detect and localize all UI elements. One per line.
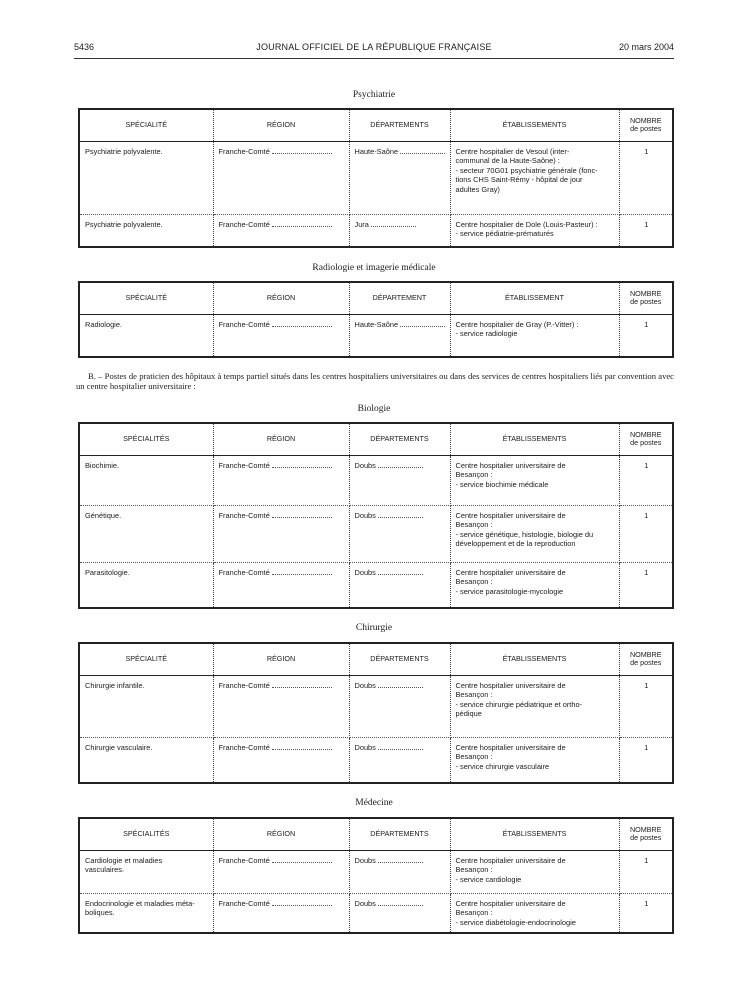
region-text: Franche-Comté [218,855,270,865]
column-header: SPÉCIALITÉ [79,282,213,314]
column-header: RÉGION [213,643,349,675]
column-header: DÉPARTEMENTS [349,423,450,455]
column-header: RÉGION [213,818,349,850]
column-header: DÉPARTEMENTS [349,818,450,850]
cell-nombre [619,214,673,247]
header-row [79,109,673,141]
cell-specialite [79,675,213,737]
cell-departement [349,455,450,505]
nombre-postes-value: 1 [644,855,649,865]
table-radiologie [78,281,674,358]
cell-etablissement [450,850,619,893]
dot-leader [378,856,423,863]
departement-text: Doubs [354,855,376,865]
page-number: 5436 [74,42,95,52]
column-header: ÉTABLISSEMENT [450,282,619,314]
cell-nombre [619,455,673,505]
region-text: Franche-Comté [218,319,270,329]
table-row [79,737,673,783]
etablissement-text: Centre hospitalier universitaire de Besançon : - service chirurgie pédiatrique et ortho- pédique [455,680,583,718]
specialite-text: Chirurgie vasculaire. [85,742,153,752]
cell-etablissement [450,214,619,247]
table-header [79,282,673,314]
table-header [79,643,673,675]
dot-leader [272,461,332,468]
cell-specialite [79,893,213,933]
cell-etablissement [450,562,619,608]
cell-region [213,675,349,737]
region-text: Franche-Comté [218,219,270,229]
nombre-postes-value: 1 [644,898,649,908]
cell-departement [349,141,450,214]
specialite-text: Radiologie. [85,319,122,329]
dot-leader [272,899,332,906]
cell-nombre [619,562,673,608]
cell-specialite [79,562,213,608]
table-row [79,314,673,357]
table-row [79,214,673,247]
page-header [74,42,674,56]
departement-text: Doubs [354,460,376,470]
section-title-chirurgie: Chirurgie [355,623,393,633]
departement-text: Haute-Saône [354,319,399,329]
journal-title: JOURNAL OFFICIEL DE LA RÉPUBLIQUE FRANÇAISE [256,42,492,52]
cell-etablissement [450,737,619,783]
header-row [79,423,673,455]
dot-leader [272,511,332,518]
column-header: ÉTABLISSEMENTS [450,109,619,141]
column-header: SPÉCIALITÉS [79,423,213,455]
etablissement-text: Centre hospitalier de Vesoul (inter- communal de la Haute-Saône) : - secteur 70G01 psychiatrie générale (fonc- tions CHS Saint-Rémy - hôpital de jour adultes Gray) [455,146,598,194]
cell-departement [349,314,450,357]
dot-leader [272,743,332,750]
column-header: RÉGION [213,282,349,314]
cell-etablissement [450,314,619,357]
column-header: SPÉCIALITÉ [79,643,213,675]
nombre-postes-value: 1 [644,567,649,577]
specialite-text: Chirurgie infantile. [85,680,145,690]
dot-leader [272,220,332,227]
cell-specialite [79,141,213,214]
header-row [79,643,673,675]
dot-leader [378,681,423,688]
specialite-text: Cardiologie et maladies vasculaires. [85,855,163,874]
region-text: Franche-Comté [218,898,270,908]
dot-leader [378,568,423,575]
table-header [79,423,673,455]
section-title-biologie: Biologie [357,404,391,414]
region-text: Franche-Comté [218,510,270,520]
table-chirurgie [78,642,674,784]
cell-nombre [619,893,673,933]
column-header: NOMBRE de postes [619,109,673,141]
table-biologie [78,422,674,609]
nombre-postes-value: 1 [644,510,649,520]
table-header [79,109,673,141]
cell-etablissement [450,141,619,214]
nombre-postes-value: 1 [644,460,649,470]
region-text: Franche-Comté [218,567,270,577]
cell-etablissement [450,455,619,505]
header-row [79,818,673,850]
dot-leader [272,320,332,327]
cell-region [213,314,349,357]
header-rule [74,58,674,59]
cell-nombre [619,737,673,783]
dot-leader [400,147,445,154]
table-row [79,455,673,505]
cell-departement [349,737,450,783]
departement-text: Doubs [354,742,376,752]
column-header: ÉTABLISSEMENTS [450,423,619,455]
table-row [79,893,673,933]
specialite-text: Endocrinologie et maladies méta- boliques. [85,898,195,917]
table-row [79,675,673,737]
region-text: Franche-Comté [218,742,270,752]
etablissement-text: Centre hospitalier universitaire de Besançon : - service génétique, histologie, biologie du développement et de la reproduction [455,510,594,548]
table-body [79,675,673,783]
column-header: RÉGION [213,109,349,141]
column-header: SPÉCIALITÉ [79,109,213,141]
dot-leader [378,743,423,750]
specialite-text: Génétique. [85,510,122,520]
cell-etablissement [450,675,619,737]
table-body [79,314,673,357]
cell-departement [349,505,450,562]
nombre-postes-value: 1 [644,146,649,156]
column-header: SPÉCIALITÉS [79,818,213,850]
cell-specialite [79,737,213,783]
cell-specialite [79,850,213,893]
departement-text: Doubs [354,567,376,577]
cell-departement [349,675,450,737]
etablissement-text: Centre hospitalier universitaire de Besançon : - service chirurgie vasculaire [455,742,566,771]
cell-nombre [619,141,673,214]
cell-region [213,850,349,893]
publication-date: 20 mars 2004 [618,42,674,52]
column-header: NOMBRE de postes [619,643,673,675]
etablissement-text: Centre hospitalier universitaire de Besançon : - service cardiologie [455,855,566,884]
specialite-text: Parasitologie. [85,567,130,577]
section-title-medecine: Médecine [355,798,393,808]
nombre-postes-value: 1 [644,742,649,752]
dot-leader [371,220,416,227]
cell-specialite [79,455,213,505]
specialite-text: Psychiatrie polyvalente. [85,146,163,156]
departement-text: Jura [354,219,369,229]
dot-leader [378,899,423,906]
departement-text: Doubs [354,510,376,520]
dot-leader [378,461,423,468]
table-row [79,850,673,893]
dot-leader [272,681,332,688]
table-medecine [78,817,674,934]
dot-leader [378,511,423,518]
cell-specialite [79,314,213,357]
etablissement-text: Centre hospitalier universitaire de Besançon : - service parasitologie-mycologie [455,567,566,596]
cell-departement [349,214,450,247]
departement-text: Doubs [354,898,376,908]
table-psychiatrie [78,108,674,248]
table-body [79,850,673,933]
cell-nombre [619,505,673,562]
cell-specialite [79,214,213,247]
cell-departement [349,850,450,893]
cell-nombre [619,850,673,893]
cell-region [213,214,349,247]
column-header: NOMBRE de postes [619,423,673,455]
cell-nombre [619,675,673,737]
table-row [79,141,673,214]
specialite-text: Biochimie. [85,460,120,470]
cell-departement [349,893,450,933]
etablissement-text: Centre hospitalier universitaire de Besançon : - service diabétologie-endocrinologie [455,898,576,927]
region-text: Franche-Comté [218,680,270,690]
cell-departement [349,562,450,608]
cell-nombre [619,314,673,357]
cell-specialite [79,505,213,562]
dot-leader [400,320,445,327]
header-row [79,282,673,314]
departement-text: Haute-Saône [354,146,399,156]
nombre-postes-value: 1 [644,219,649,229]
region-text: Franche-Comté [218,460,270,470]
dot-leader [272,568,332,575]
column-header: RÉGION [213,423,349,455]
column-header: ÉTABLISSEMENTS [450,643,619,675]
paragraph-b: B. – Postes de praticien des hôpitaux à temps partiel situés dans les centres hospitaliers universitaires ou dans des services de centres hospitaliers liés par convention avec un centre hospitalier universitaire : [76,371,674,391]
table-row [79,562,673,608]
etablissement-text: Centre hospitalier de Gray (P.-Vitter) : - service radiologie [455,319,579,338]
cell-region [213,455,349,505]
cell-etablissement [450,505,619,562]
cell-region [213,737,349,783]
cell-region [213,141,349,214]
column-header: DÉPARTEMENTS [349,643,450,675]
column-header: NOMBRE de postes [619,282,673,314]
table-row [79,505,673,562]
table-body [79,141,673,247]
column-header: ÉTABLISSEMENTS [450,818,619,850]
etablissement-text: Centre hospitalier universitaire de Besançon : - service biochimie médicale [455,460,566,489]
cell-etablissement [450,893,619,933]
column-header: DÉPARTEMENTS [349,109,450,141]
table-header [79,818,673,850]
dot-leader [272,147,332,154]
nombre-postes-value: 1 [644,680,649,690]
column-header: DÉPARTEMENT [349,282,450,314]
column-header: NOMBRE de postes [619,818,673,850]
cell-region [213,505,349,562]
departement-text: Doubs [354,680,376,690]
section-title-psychiatrie: Psychiatrie [352,90,396,100]
dot-leader [272,856,332,863]
specialite-text: Psychiatrie polyvalente. [85,219,163,229]
section-title-radiologie: Radiologie et imagerie médicale [312,263,436,273]
region-text: Franche-Comté [218,146,270,156]
cell-region [213,893,349,933]
cell-region [213,562,349,608]
etablissement-text: Centre hospitalier de Dole (Louis-Pasteur) : - service pédiatrie-prématurés [455,219,598,238]
nombre-postes-value: 1 [644,319,649,329]
table-body [79,455,673,608]
